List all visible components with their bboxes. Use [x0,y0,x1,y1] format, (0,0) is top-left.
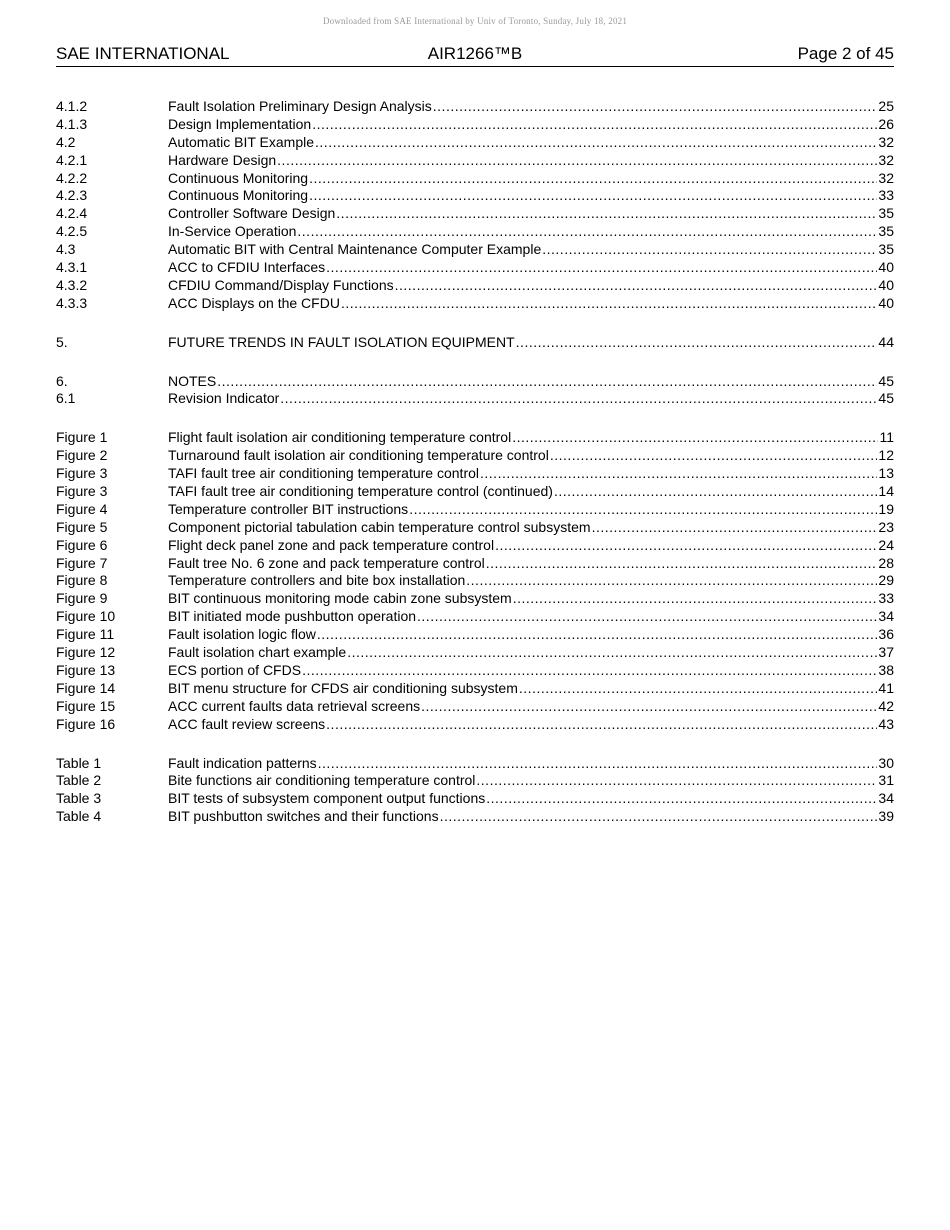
toc-entry-number: 4.2.3 [56,187,88,204]
toc-entry-number: Figure 2 [56,447,108,464]
toc-entry-title: Fault isolation chart example [168,644,347,661]
toc-entry-number: 6.1 [56,390,76,407]
toc-entry-title: Controller Software Design [168,205,336,222]
dot-leader [277,152,877,170]
toc-entry[interactable] [56,537,894,555]
toc-entry[interactable] [56,662,894,680]
toc-entry-title: Revision Indicator [168,390,280,407]
toc-entry-title: BIT menu structure for CFDS air conditioning subsystem [168,679,518,696]
toc-entry-number: 4.1.2 [56,98,88,114]
toc-entry-title: Automatic BIT Example [168,133,315,150]
toc-entry-page: 44 [878,333,894,350]
toc-entry-title: BIT tests of subsystem component output functions [168,790,486,807]
toc-entry-title: TAFI fault tree air conditioning temperature control [168,465,480,482]
toc-entry[interactable] [56,608,894,626]
toc-entry-number: 4.2.5 [56,223,88,240]
dot-leader [318,755,878,773]
toc-group [56,373,894,409]
dot-leader [280,390,877,408]
toc-entry[interactable] [56,223,894,241]
toc-entry-title: Temperature controllers and bite box installation [168,572,466,589]
dot-leader [512,429,878,447]
toc-entry[interactable] [56,572,894,590]
toc-entry-title: ACC fault review screens [168,715,326,732]
toc-entry-page: 12 [878,447,894,464]
toc-entry-number: Figure 3 [56,465,108,482]
toc-entry-number: Figure 6 [56,536,108,553]
dot-leader [486,790,877,808]
toc-entry[interactable] [56,295,894,313]
toc-entry-number: 4.3 [56,241,76,258]
dot-leader [309,187,877,205]
toc-entry-page: 32 [878,151,894,168]
dot-leader [317,626,878,644]
toc-entry[interactable] [56,590,894,608]
toc-entry-page: 19 [878,500,894,517]
toc-entry-title: ACC current faults data retrieval screens [168,697,421,714]
toc-entry-page: 31 [878,772,894,789]
toc-entry-page: 40 [878,294,894,311]
toc-entry-title: Component pictorial tabulation cabin temperature control subsystem [168,518,591,535]
toc-entry-page: 14 [878,483,894,500]
dot-leader [554,483,877,501]
toc-entry-number: Figure 12 [56,644,116,661]
toc-group [56,334,894,352]
toc-entry-page: 34 [878,790,894,807]
toc-entry-page: 35 [878,241,894,258]
toc-entry[interactable] [56,698,894,716]
toc-entry-title: ECS portion of CFDS [168,661,302,678]
dot-leader [326,259,877,277]
toc-entry-page: 43 [878,715,894,732]
toc-entry[interactable] [56,334,894,352]
toc-entry-title: Temperature controller BIT instructions [168,500,409,517]
toc-entry[interactable] [56,259,894,277]
toc-entry-page: 32 [878,169,894,186]
toc-entry-page: 33 [878,590,894,607]
dot-leader [326,716,877,734]
toc-entry-title: Continuous Monitoring [168,187,309,204]
dot-leader [421,698,877,716]
toc-entry-number: Figure 14 [56,679,116,696]
dot-leader [395,277,878,295]
toc-entry[interactable] [56,626,894,644]
toc-entry-number: 4.2.1 [56,151,88,168]
toc-entry-page: 33 [878,187,894,204]
toc-entry-number: 4.2.4 [56,205,88,222]
toc-entry-title: CFDIU Command/Display Functions [168,276,394,293]
dot-leader [309,170,877,188]
toc-entry[interactable] [56,555,894,573]
toc-entry-title: ACC Displays on the CFDU [168,294,340,311]
toc-entry[interactable] [56,241,894,259]
dot-leader [433,98,878,116]
toc-entry-page: 11 [879,429,894,446]
toc-entry-number: Table 2 [56,772,102,789]
dot-leader [315,134,877,152]
toc-entry-number: 4.2 [56,133,76,150]
toc-entry-page: 35 [878,205,894,222]
dot-leader [495,537,877,555]
toc-entry-number: Figure 1 [56,429,108,446]
table-of-contents [56,98,894,847]
toc-entry-title: Fault isolation logic flow [168,626,316,643]
toc-entry-number: 4.3.2 [56,276,88,293]
toc-entry-number: Figure 10 [56,608,116,625]
toc-entry-number: 4.2.2 [56,169,88,186]
dot-leader [476,772,877,790]
toc-entry-title: Design Implementation [168,115,312,132]
page-header [56,44,894,67]
toc-entry-page: 13 [878,465,894,482]
toc-entry-number: Figure 16 [56,715,116,732]
toc-entry-page: 26 [878,115,894,132]
toc-entry-number: Table 1 [56,754,102,771]
document-id: AIR1266™B [427,44,523,63]
toc-entry[interactable] [56,98,894,116]
toc-entry-title: In-Service Operation [168,223,297,240]
toc-group [56,98,894,313]
toc-entry-title: Flight fault isolation air conditioning temperature control [168,429,512,446]
toc-entry-page: 45 [878,390,894,407]
toc-entry-number: Figure 7 [56,554,108,571]
dot-leader [336,205,877,223]
toc-entry-number: 6. [56,372,68,389]
dot-leader [516,334,878,352]
toc-entry-page: 39 [878,808,894,825]
toc-entry-number: Table 4 [56,808,102,825]
toc-entry[interactable] [56,790,894,808]
toc-entry[interactable] [56,447,894,465]
dot-leader [550,447,878,465]
toc-entry-title: Hardware Design [168,151,277,168]
toc-entry-page: 40 [878,276,894,293]
toc-entry-page: 24 [878,536,894,553]
toc-group [56,429,894,733]
dot-leader [440,808,878,826]
toc-entry[interactable] [56,134,894,152]
dot-leader [519,680,878,698]
download-watermark: Downloaded from SAE International by Univ of Toronto, Sunday, July 18, 2021 [322,16,628,26]
toc-entry-title: TAFI fault tree air conditioning temperature control (continued) [168,483,553,500]
toc-entry-page: 28 [878,554,894,571]
toc-group [56,755,894,827]
toc-entry-title: BIT initiated mode pushbutton operation [168,608,417,625]
toc-entry-title: Continuous Monitoring [168,169,309,186]
toc-entry-page: 41 [878,679,894,696]
toc-entry-page: 34 [878,608,894,625]
dot-leader [341,295,877,313]
toc-entry[interactable] [56,465,894,483]
publisher-name: SAE INTERNATIONAL [56,44,230,63]
toc-entry-title: BIT continuous monitoring mode cabin zone subsystem [168,590,512,607]
toc-entry-page: 23 [878,518,894,535]
dot-leader [409,501,877,519]
toc-entry-page: 25 [878,98,894,114]
toc-entry[interactable] [56,170,894,188]
toc-entry-number: Figure 9 [56,590,108,607]
dot-leader [217,373,877,391]
toc-entry-number: Figure 5 [56,518,108,535]
toc-entry-page: 45 [878,372,894,389]
dot-leader [347,644,877,662]
toc-entry-title: Flight deck panel zone and pack temperature control [168,536,495,553]
toc-entry-page: 40 [878,259,894,276]
toc-entry-number: Figure 15 [56,697,116,714]
dot-leader [466,572,877,590]
toc-entry[interactable] [56,716,894,734]
toc-entry-number: 5. [56,333,68,350]
toc-entry-number: Figure 4 [56,500,108,517]
toc-entry[interactable] [56,483,894,501]
toc-entry[interactable] [56,680,894,698]
dot-leader [592,519,878,537]
toc-entry-page: 37 [878,644,894,661]
dot-leader [302,662,877,680]
toc-entry-page: 35 [878,223,894,240]
toc-entry[interactable] [56,116,894,134]
toc-entry-number: Figure 13 [56,661,116,678]
toc-entry-title: Fault tree No. 6 zone and pack temperature control [168,554,485,571]
toc-entry[interactable] [56,808,894,826]
toc-entry-title: Bite functions air conditioning temperature control [168,772,476,789]
toc-entry-page: 36 [878,626,894,643]
page-number: Page 2 of 45 [797,44,894,63]
toc-entry-page: 32 [878,133,894,150]
toc-entry-title: NOTES [168,372,217,389]
dot-leader [480,465,877,483]
toc-entry[interactable] [56,205,894,223]
toc-entry-title: Turnaround fault isolation air conditioning temperature control [168,447,549,464]
toc-entry[interactable] [56,755,894,773]
toc-entry-title: ACC to CFDIU Interfaces [168,259,326,276]
toc-entry-title: Fault indication patterns [168,754,317,771]
toc-entry-number: Figure 11 [56,626,115,643]
toc-entry-title: Automatic BIT with Central Maintenance Computer Example [168,241,542,258]
toc-entry[interactable] [56,501,894,519]
dot-leader [513,590,878,608]
toc-entry-page: 42 [878,697,894,714]
toc-entry[interactable] [56,772,894,790]
toc-entry-number: Table 3 [56,790,102,807]
toc-entry-title: FUTURE TRENDS IN FAULT ISOLATION EQUIPMENT [168,333,515,350]
toc-entry-title: Fault Isolation Preliminary Design Analysis [168,98,432,114]
toc-entry-page: 29 [878,572,894,589]
toc-entry[interactable] [56,644,894,662]
dot-leader [417,608,877,626]
dot-leader [542,241,877,259]
dot-leader [486,555,878,573]
toc-entry[interactable] [56,429,894,447]
toc-entry-number: Figure 8 [56,572,108,589]
toc-entry-number: Figure 3 [56,483,108,500]
toc-entry-page: 30 [878,754,894,771]
toc-entry[interactable] [56,187,894,205]
dot-leader [297,223,877,241]
toc-entry-number: 4.3.1 [56,259,88,276]
toc-entry[interactable] [56,519,894,537]
toc-entry-number: 4.1.3 [56,115,88,132]
toc-entry[interactable] [56,373,894,391]
toc-entry[interactable] [56,152,894,170]
toc-entry-number: 4.3.3 [56,294,88,311]
dot-leader [312,116,877,134]
toc-entry[interactable] [56,277,894,295]
toc-entry-title: BIT pushbutton switches and their functions [168,808,439,825]
toc-entry-page: 38 [878,661,894,678]
toc-entry[interactable] [56,390,894,408]
